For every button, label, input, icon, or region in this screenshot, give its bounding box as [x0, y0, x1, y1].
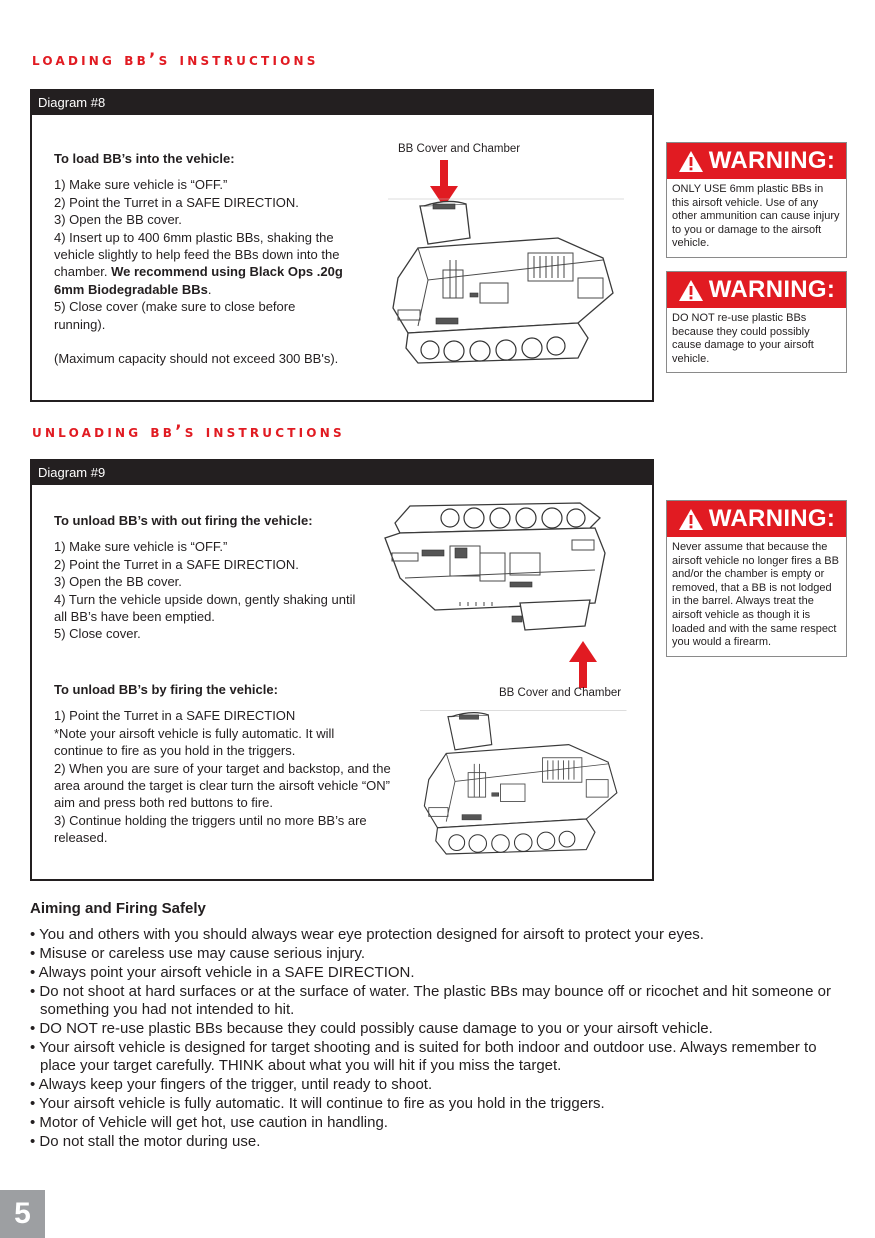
list-item: • Always point your airsoft vehicle in a SAFE DIRECTION. [30, 963, 415, 981]
warning-text: Never assume that because the airsoft vehicle no longer fires a BB and/or the chamber is empty or removed, that a BB is not lodged in the barrel. Always treat the airsoft vehicle as though it is loaded and with the same respect you would a firearm. [672, 541, 839, 649]
unloading-b-step-2: 2) When you are sure of your target and backstop, and the area around the target is clear turn the airsoft vehicle “ON” aim and press both red buttons to fire. [54, 760, 391, 811]
warning-triangle-icon [678, 150, 704, 173]
diagram-9-caption: BB Cover and Chamber [499, 687, 622, 699]
unloading-b-step-3: 3) Continue holding the triggers until no more BB’s are released. [54, 812, 367, 846]
safety-title: Aiming and Firing Safely [30, 900, 206, 917]
unloading-a-step-3: 3) Open the BB cover. [54, 574, 182, 590]
unloading-a-step-2: 2) Point the Turret in a SAFE DIRECTION. [54, 556, 299, 572]
loading-step-2: 2) Point the Turret in a SAFE DIRECTION. [54, 194, 299, 210]
vehicle-diagram-8 [388, 198, 628, 368]
unloading-instructions-fire [54, 681, 404, 847]
unloading-section-title: unloading bb’s instructions [32, 422, 345, 442]
diagram-8-caption: BB Cover and Chamber [398, 143, 521, 155]
warning-box-ammunition [666, 142, 847, 258]
arrow-up-icon [569, 640, 597, 688]
warning-text: ONLY USE 6mm plastic BBs in this airsoft vehicle. Use of any other ammunition can cause injury to you or damage to the airsoft vehicle. [672, 183, 840, 250]
list-item: • Motor of Vehicle will get hot, use caution in handling. [30, 1113, 388, 1131]
list-item: • You and others with you should always wear eye protection designed for airsoft to protect your eyes. [30, 926, 704, 943]
warning-text: DO NOT re-use plastic BBs because they could possibly cause damage to your airsoft vehicle. [672, 312, 814, 365]
unloading-heading-1: To unload BB’s with out firing the vehicle: [54, 513, 313, 528]
warning-triangle-icon [678, 508, 704, 531]
list-item: • Always keep your fingers of the trigger, until ready to shoot. [30, 1075, 433, 1093]
loading-step-4-text: 4) Insert up to 400 6mm plastic BBs, shaking the vehicle slightly to help feed the BBs down into the chamber. [54, 229, 340, 280]
loading-instructions [54, 150, 384, 367]
safety-list [30, 926, 850, 1151]
vehicle-diagram-9 [420, 708, 630, 860]
loading-heading: To load BB’s into the vehicle: [54, 151, 235, 166]
warning-title: WARNING: [708, 505, 836, 532]
loading-step-4-end: . [207, 281, 212, 297]
unloading-a-step-1: 1) Make sure vehicle is “OFF.” [54, 539, 228, 555]
unloading-b-note: *Note your airsoft vehicle is fully automatic. It will continue to fire as you hold in the triggers. [54, 725, 335, 759]
loading-step-4-recommendation: We recommend using Black Ops .20g 6mm Biodegradable BBs [54, 264, 343, 297]
warning-title: WARNING: [708, 276, 836, 303]
vehicle-upside-down-diagram [380, 498, 620, 643]
loading-section-title: loading bb’s instructions [32, 50, 319, 70]
warning-triangle-icon [678, 279, 704, 302]
unloading-b-step-1: 1) Point the Turret in a SAFE DIRECTION [54, 708, 296, 724]
unloading-instructions-no-fire [54, 512, 374, 643]
diagram-9-label: Diagram #9 [32, 461, 652, 485]
diagram-8-label: Diagram #8 [32, 91, 652, 115]
list-item: • Your airsoft vehicle is designed for target shooting and is suited for both indoor and outdoor use. Always remember to place your target carefully. THINK about what you will hit if you miss the target. [30, 1038, 817, 1075]
unloading-a-step-4: 4) Turn the vehicle upside down, gently shaking until all BB’s have been emptied. [54, 591, 356, 625]
loading-step-5: 5) Close cover (make sure to close before running). [54, 299, 296, 332]
list-item: • DO NOT re-use plastic BBs because they could possibly cause damage to you or your airsoft vehicle. [30, 1019, 713, 1037]
warning-header [667, 501, 846, 537]
list-item: • Do not stall the motor during use. [30, 1132, 261, 1150]
loading-step-4 [54, 229, 354, 299]
page-number: 5 [0, 1190, 45, 1238]
loading-capacity-note: (Maximum capacity should not exceed 300 BB's). [54, 351, 339, 367]
list-item: • Do not shoot at hard surfaces or at the surface of water. The plastic BBs may bounce off or ricochet and hit someone or something you had not intended to hit. [30, 982, 831, 1018]
list-item: • Misuse or careless use may cause serious injury. [30, 944, 366, 962]
unloading-a-step-5: 5) Close cover. [54, 626, 141, 642]
loading-step-1: 1) Make sure vehicle is “OFF.” [54, 177, 228, 193]
warning-header [667, 272, 846, 308]
warning-header [667, 143, 846, 179]
list-item: • Your airsoft vehicle is fully automatic. It will continue to fire as you hold in the triggers. [30, 1094, 605, 1112]
aiming-safety-section [30, 900, 850, 1152]
warning-box-barrel [666, 500, 847, 657]
warning-title: WARNING: [708, 147, 836, 174]
warning-box-reuse [666, 271, 847, 373]
loading-step-3: 3) Open the BB cover. [54, 212, 182, 228]
unloading-heading-2: To unload BB’s by firing the vehicle: [54, 682, 278, 697]
